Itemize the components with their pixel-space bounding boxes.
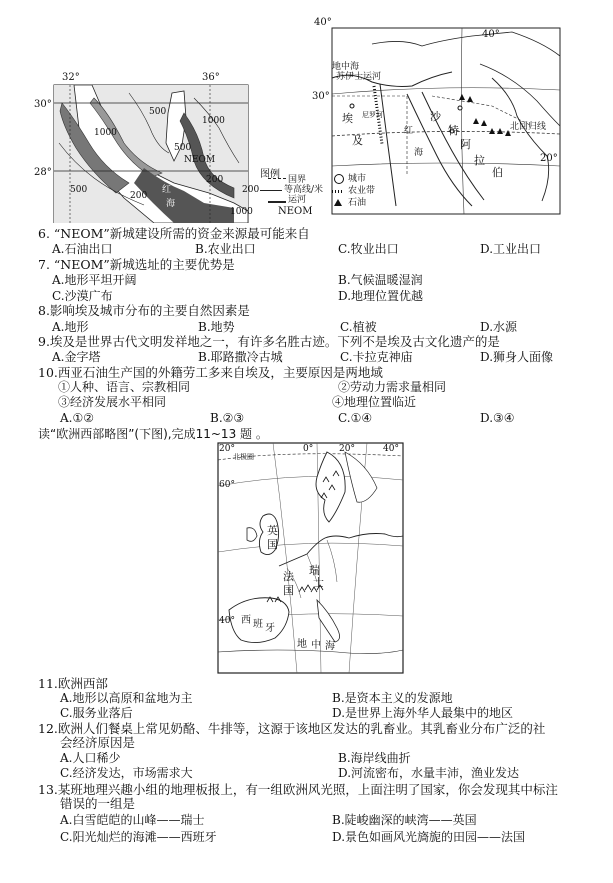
q12-option-b[interactable]: B.海岸线曲折 xyxy=(338,751,411,765)
place-nile: 尼罗河 xyxy=(362,111,383,119)
q9-option-d[interactable]: D.狮身人面像 xyxy=(480,350,554,364)
contour-label: 200 xyxy=(206,175,224,185)
q10-item-3: ③经济发展水平相同 xyxy=(58,395,167,409)
q9-option-c[interactable]: C.卡拉克神庙 xyxy=(340,350,413,364)
question-9: 9.埃及是世界古代文明发祥地之一，有许多名胜古迹。下列不是埃及古文化遗产的是 xyxy=(38,334,500,349)
q9-option-a[interactable]: A.金字塔 xyxy=(52,350,101,364)
neom-map xyxy=(34,73,252,223)
place-med-2: 中 xyxy=(311,640,321,651)
place-red: 红 xyxy=(162,185,172,195)
q10-item-2: ②劳动力需求量相同 xyxy=(338,380,447,394)
question-8: 8.影响埃及城市分布的主要自然因素是 xyxy=(38,303,250,318)
section-intro: 读“欧洲西部略图”(下图),完成11~13 题 。 xyxy=(38,427,268,441)
q11-option-c[interactable]: C.服务业落后 xyxy=(60,706,133,720)
contour-label: 500 xyxy=(174,143,192,153)
place-red-sea-1: 红 xyxy=(404,126,414,136)
lon-label-0: 0° xyxy=(303,444,314,454)
canal-legend-symbol xyxy=(268,201,286,203)
contour-label: 500 xyxy=(149,107,167,117)
lon-label-20w: 20° xyxy=(219,444,235,454)
place-swiss-1: 瑞 xyxy=(309,564,320,577)
lon-label-36: 36° xyxy=(202,72,220,83)
place-egypt-1: 埃 xyxy=(342,112,353,125)
oil-legend-symbol xyxy=(334,199,342,206)
legend-canal: 运河 xyxy=(288,195,307,205)
place-france-2: 国 xyxy=(283,584,294,597)
middle-east-map xyxy=(312,16,572,216)
q11-option-a[interactable]: A.地形以高原和盆地为主 xyxy=(60,691,193,705)
q10-option-a[interactable]: A.①② xyxy=(60,411,94,425)
q10-item-4: ④地理位置临近 xyxy=(332,395,417,409)
place-neom: NEOM xyxy=(184,155,216,165)
question-7: 7. “NEOM”新城选址的主要优势是 xyxy=(38,257,235,272)
q7-option-b[interactable]: B.气候温暖湿润 xyxy=(338,273,423,287)
q12-option-d[interactable]: D.河流密布，水量丰沛，渔业发达 xyxy=(338,766,520,780)
q9-option-b[interactable]: B.耶路撒冷古城 xyxy=(198,350,283,364)
contour-label: 1000 xyxy=(202,116,225,126)
lat-label-60: 60° xyxy=(219,480,235,490)
q10-option-d[interactable]: D.③④ xyxy=(480,411,515,425)
place-saudi-2: 特 xyxy=(448,124,459,137)
question-10: 10.西亚石油生产国的外籍劳工多来自埃及，主要原因是两地域 xyxy=(38,365,383,380)
place-uk-1: 英 xyxy=(267,524,278,537)
place-saudi-1: 沙 xyxy=(430,110,441,123)
legend-agri: 农业带 xyxy=(348,186,376,196)
question-12-cont: 会经济原因是 xyxy=(60,735,136,750)
lat-label-40: 40° xyxy=(219,616,235,626)
place-saudi-3: 阿 xyxy=(460,138,471,151)
q6-option-c[interactable]: C.牧业出口 xyxy=(338,242,399,256)
place-spain-2: 班 xyxy=(253,619,263,630)
legend-city: 城市 xyxy=(348,174,367,184)
place-suez: 苏伊士运河 xyxy=(336,72,382,82)
contour-label: 200 xyxy=(130,191,148,201)
question-11: 11.欧洲西部 xyxy=(38,676,108,691)
legend-border: 国界 xyxy=(288,175,307,185)
question-13: 13.某班地理兴趣小组的地理板报上，有一组欧洲风光照，上面注明了国家，你会发现其中标注 xyxy=(38,782,558,797)
place-france-1: 法 xyxy=(283,570,294,583)
place-swiss-2: 士 xyxy=(313,576,324,589)
lon-label-32: 32° xyxy=(62,72,80,83)
europe-map xyxy=(217,442,404,674)
contour-label: 1000 xyxy=(230,207,253,217)
place-saudi-4: 拉 xyxy=(474,154,485,167)
legend-oil: 石油 xyxy=(348,198,367,208)
place-med-3: 海 xyxy=(325,641,335,652)
place-uk-2: 国 xyxy=(267,538,278,551)
q8-option-b[interactable]: B.地势 xyxy=(198,320,235,334)
q6-option-b[interactable]: B.农业出口 xyxy=(195,242,256,256)
contour-label: 500 xyxy=(70,185,88,195)
lon-label-20e: 20° xyxy=(339,444,355,454)
q13-option-a[interactable]: A.白雪皑皑的山峰——瑞士 xyxy=(60,813,205,827)
q12-option-c[interactable]: C.经济发达，市场需求大 xyxy=(60,766,193,780)
lat-label-30: 30° xyxy=(312,91,330,102)
tropic-label: 北回归线 xyxy=(510,122,547,132)
q8-option-a[interactable]: A.地形 xyxy=(52,320,89,334)
q10-option-b[interactable]: B.②③ xyxy=(210,411,245,425)
legend-neom: NEOM xyxy=(278,206,313,217)
q13-option-c[interactable]: C.阳光灿烂的海滩——西班牙 xyxy=(60,830,217,844)
place-mediterranean: 地中海 xyxy=(332,62,360,72)
question-6: 6. “NEOM”新城建设所需的资金来源最可能来自 xyxy=(38,226,310,241)
q6-option-d[interactable]: D.工业出口 xyxy=(480,242,542,256)
q13-option-d[interactable]: D.景色如画风光旖旎的田园——法国 xyxy=(332,830,526,844)
arctic-circle-label: 北极圈 xyxy=(233,453,254,461)
q7-option-a[interactable]: A.地形平坦开阔 xyxy=(52,273,137,287)
place-saudi-5: 伯 xyxy=(492,166,503,179)
lat-label-28: 28° xyxy=(34,167,52,178)
border-legend-symbol xyxy=(268,178,286,179)
lon-label-40e: 40° xyxy=(383,444,399,454)
q8-option-c[interactable]: C.植被 xyxy=(340,320,377,334)
lon-label-40-left: 40° xyxy=(314,17,332,28)
q12-option-a[interactable]: A.人口稀少 xyxy=(60,751,121,765)
lat-label-20: 20° xyxy=(540,153,558,164)
contour-legend-symbol xyxy=(260,190,282,191)
q7-option-c[interactable]: C.沙漠广布 xyxy=(52,289,113,303)
q6-option-a[interactable]: A.石油出口 xyxy=(52,242,113,256)
q7-option-d[interactable]: D.地理位置优越 xyxy=(338,289,424,303)
place-spain-1: 西 xyxy=(241,615,251,626)
place-spain-3: 牙 xyxy=(265,623,275,634)
place-egypt-2: 及 xyxy=(352,134,363,147)
agri-legend-symbol xyxy=(332,190,344,193)
legend-contour: 等高线/米 xyxy=(284,185,324,195)
q10-item-1: ①人种、语言、宗教相同 xyxy=(58,380,191,394)
lon-label-40: 40° xyxy=(482,29,500,40)
place-red-sea-2: 海 xyxy=(414,148,424,158)
q10-option-c[interactable]: C.①④ xyxy=(338,411,373,425)
q13-option-b[interactable]: B.陡峻幽深的峡湾——英国 xyxy=(332,813,477,827)
q11-option-b[interactable]: B.是资本主义的发源地 xyxy=(332,691,453,705)
question-13-cont: 错误的一组是 xyxy=(60,796,136,811)
city-legend-symbol xyxy=(334,174,344,184)
q8-option-d[interactable]: D.水源 xyxy=(480,320,518,334)
legend-contour-sample: 200 xyxy=(242,185,260,195)
legend-title: 图例 xyxy=(260,169,280,180)
place-sea: 海 xyxy=(166,199,176,209)
q11-option-d[interactable]: D.是世界上海外华人最集中的地区 xyxy=(332,706,514,720)
place-med-1: 地 xyxy=(297,639,307,650)
contour-label: 1000 xyxy=(94,128,117,138)
question-12: 12.欧洲人们餐桌上常见奶酪、牛排等，这源于该地区发达的乳畜业。其乳畜业分布广泛的社 xyxy=(38,721,546,736)
lat-label-30: 30° xyxy=(34,99,52,110)
